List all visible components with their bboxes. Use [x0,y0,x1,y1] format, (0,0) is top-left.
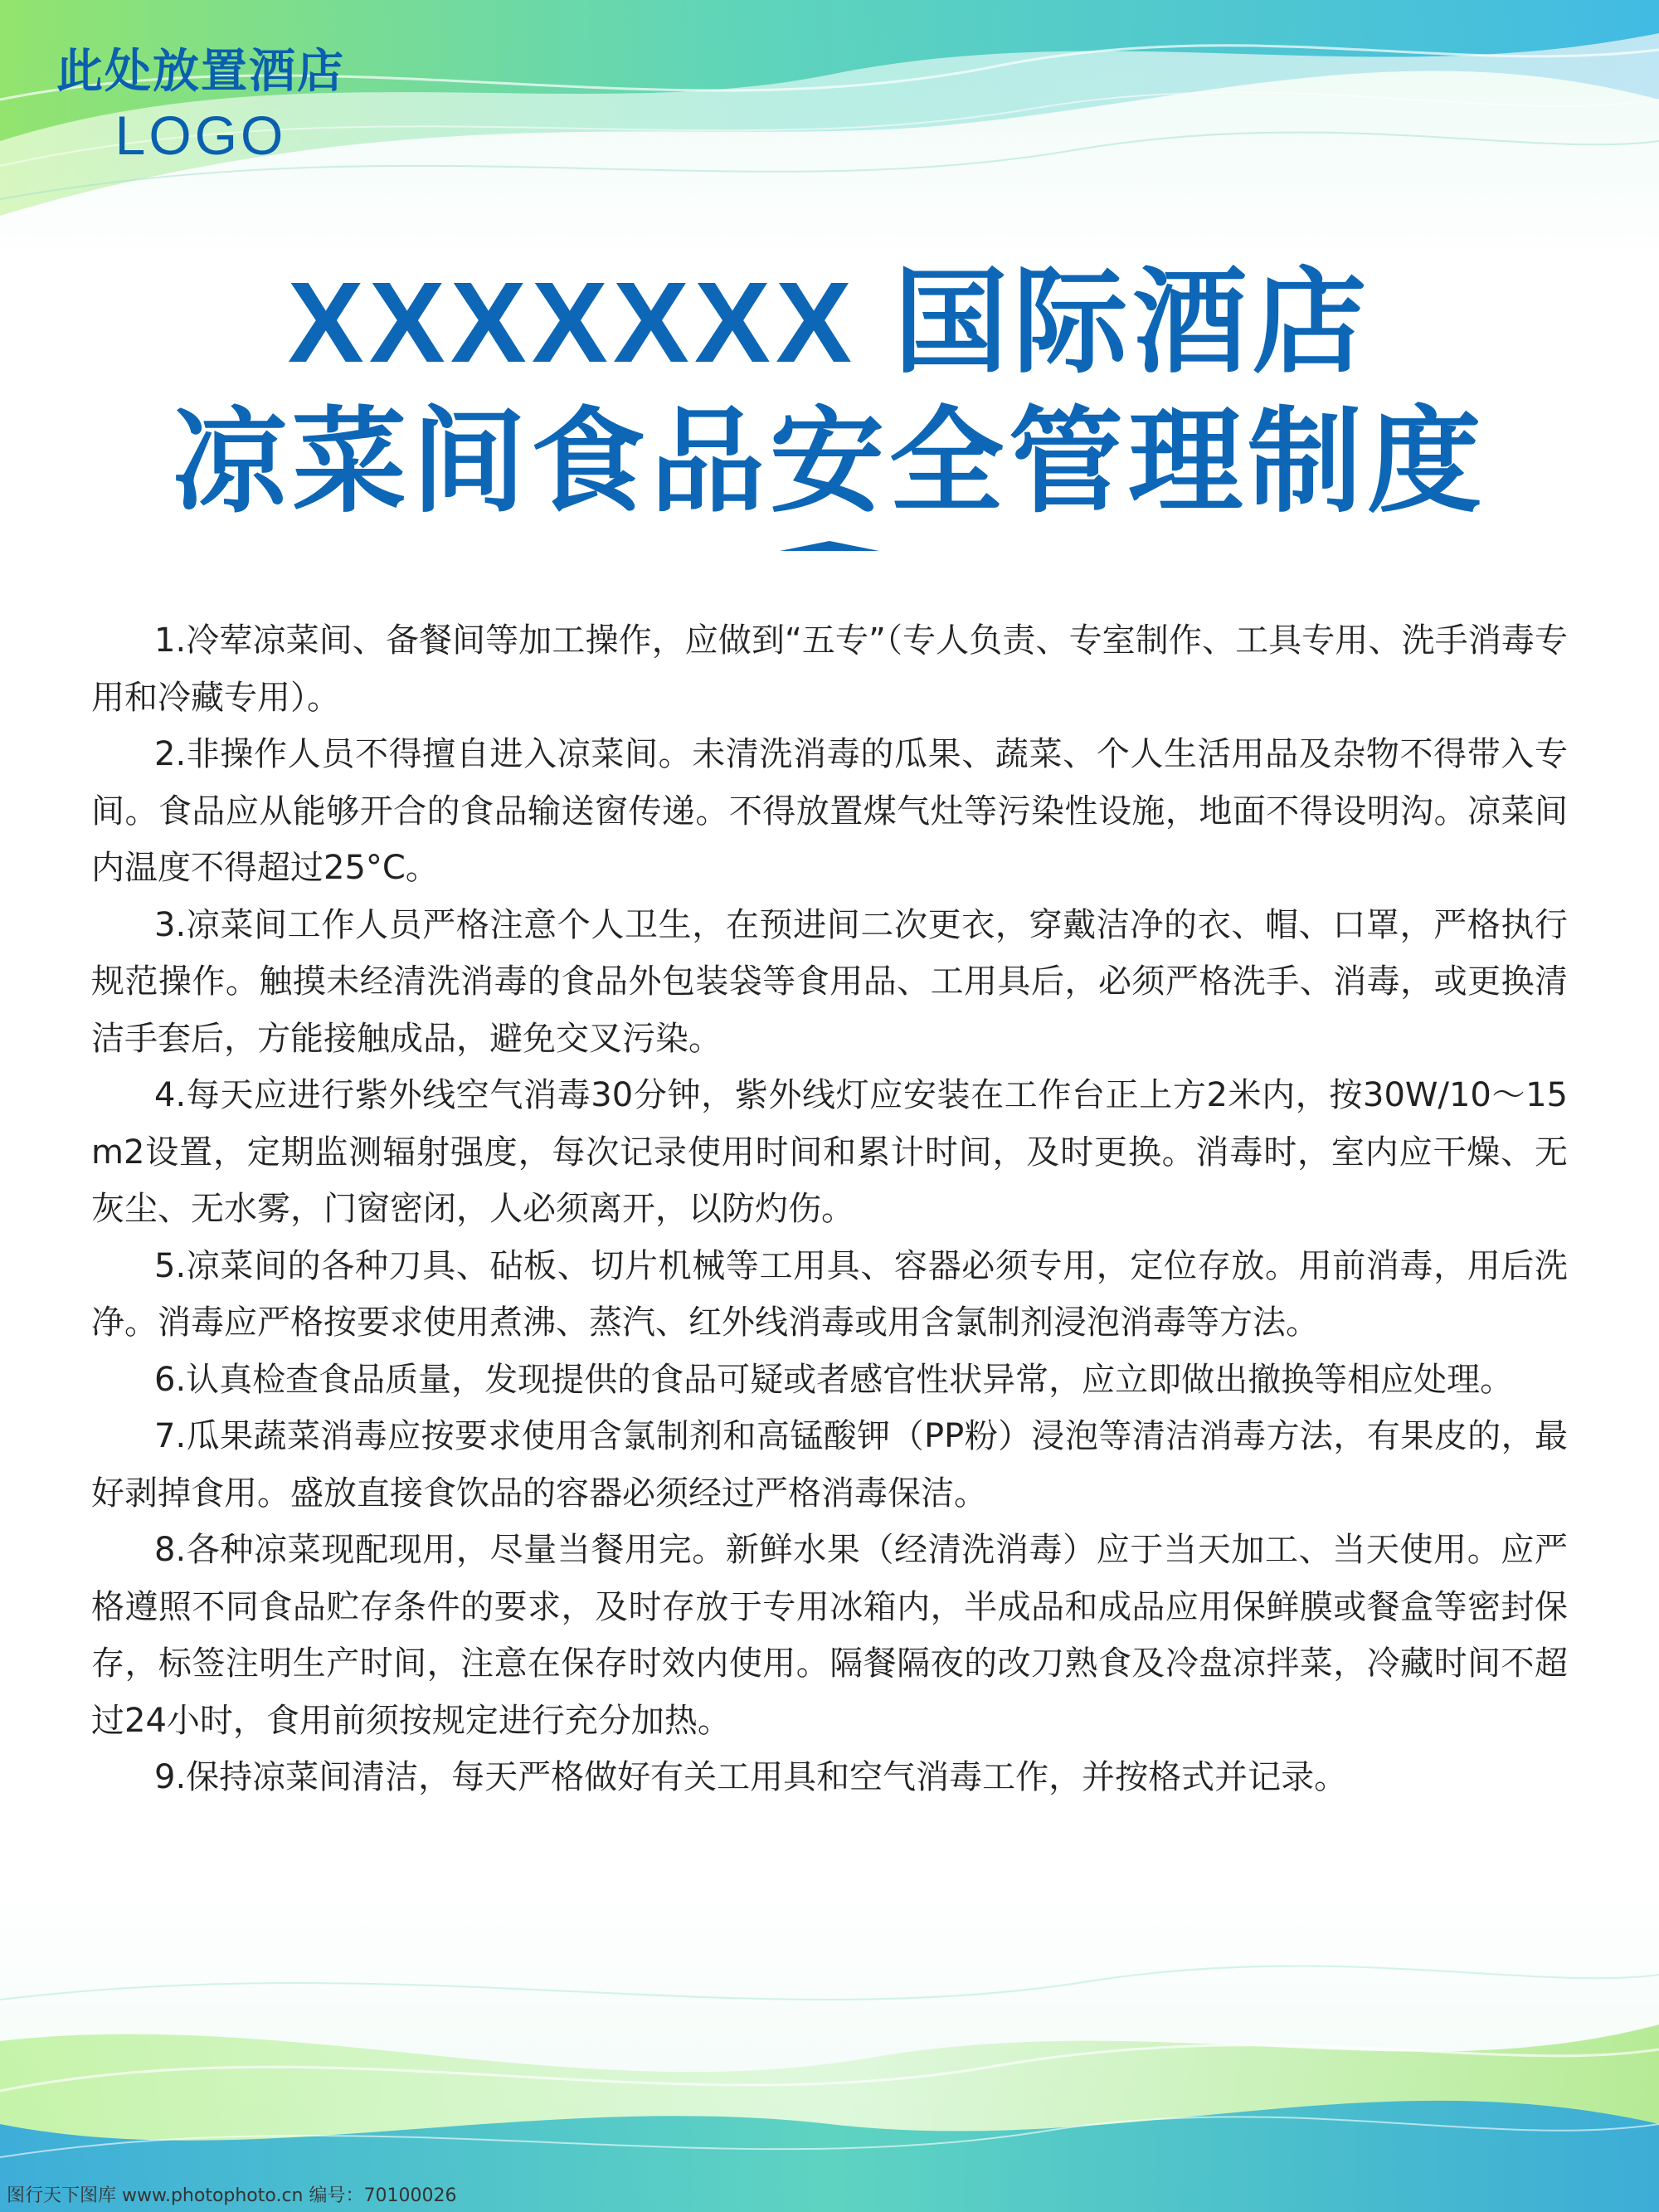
title-regulation-name: 凉菜间食品安全管理制度 [172,395,1486,529]
regulation-item-5: 5.凉菜间的各种刀具、砧板、切片机械等工用具、容器必须专用，定位存放。用前消毒，用后洗净。消毒应严格按要求使用煮沸、蒸汽、红外线消毒或用含氯制剂浸泡消毒等方法。 [91,1246,1568,1342]
regulation-item-3: 3.凉菜间工作人员严格注意个人卫生，在预进间二次更衣，穿戴洁净的衣、帽、口罩，严格执行规范操作。触摸未经清洗消毒的食品外包装袋等食用品、工用具后，必须严格洗手、消毒，或更换清洁手套后，方能接触成品，避免交叉污染。 [91,905,1568,1058]
watermark-text: 图行天下图库 www.photophoto.cn 编号：70100026 [7,2185,457,2206]
regulation-item-7: 7.瓜果蔬菜消毒应按要求使用含氯制剂和高锰酸钾（PP粉）浸泡等清洁消毒方法，有果皮的，最好剥掉食用。盛放直接食饮品的容器必须经过严格消毒保洁。 [91,1417,1568,1513]
logo-text-bottom: LOGO [114,105,287,166]
title-underline [83,538,1576,563]
regulation-body [91,612,1601,1806]
regulation-item-6: 6.认真检查食品质量，发现提供的食品可疑或者感官性状异常，应立即做出撤换等相应处理。 [154,1360,1514,1399]
logo-text-top: 此处放置酒店 [56,45,345,99]
logo-placeholder [43,43,358,166]
title-hotel-name: XXXXXXX 国际酒店 [287,259,1372,387]
regulation-item-9: 9.保持凉菜间清洁，每天严格做好有关工用具和空气消毒工作，并按格式并记录。 [154,1758,1348,1796]
regulation-item-1: 1.冷荤凉菜间、备餐间等加工操作，应做到“五专”（专人负责、专室制作、工具专用、洗手消毒专用和冷藏专用）。 [91,621,1568,717]
regulation-item-2: 2.非操作人员不得擅自进入凉菜间。未清洗消毒的瓜果、蔬菜、个人生活用品及杂物不得带入专间。食品应从能够开合的食品输送窗传递。不得放置煤气灶等污染性设施，地面不得设明沟。凉菜间内温度不得超过25°C。 [91,735,1568,887]
regulation-item-4: 4.每天应进行紫外线空气消毒30分钟，紫外线灯应安装在工作台正上方2米内，按30W/10～15 m2设置，定期监测辐射强度，每次记录使用时间和累计时间，及时更换。消毒时，室内应干燥、无灰尘、无水雾，门窗密闭，人必须离开，以防灼伤。 [91,1076,1601,1228]
regulation-item-8: 8.各种凉菜现配现用，尽量当餐用完。新鲜水果（经清洗消毒）应于当天加工、当天使用。应严格遵照不同食品贮存条件的要求，及时存放于专用冰箱内，半成品和成品应用保鲜膜或餐盒等密封保存，标签注明生产时间，注意在保存时效内使用。隔餐隔夜的改刀熟食及冷盘凉拌菜，冷藏时间不超过24小时，食用前须按规定进行充分加热。 [91,1531,1568,1740]
title [0,253,1659,532]
